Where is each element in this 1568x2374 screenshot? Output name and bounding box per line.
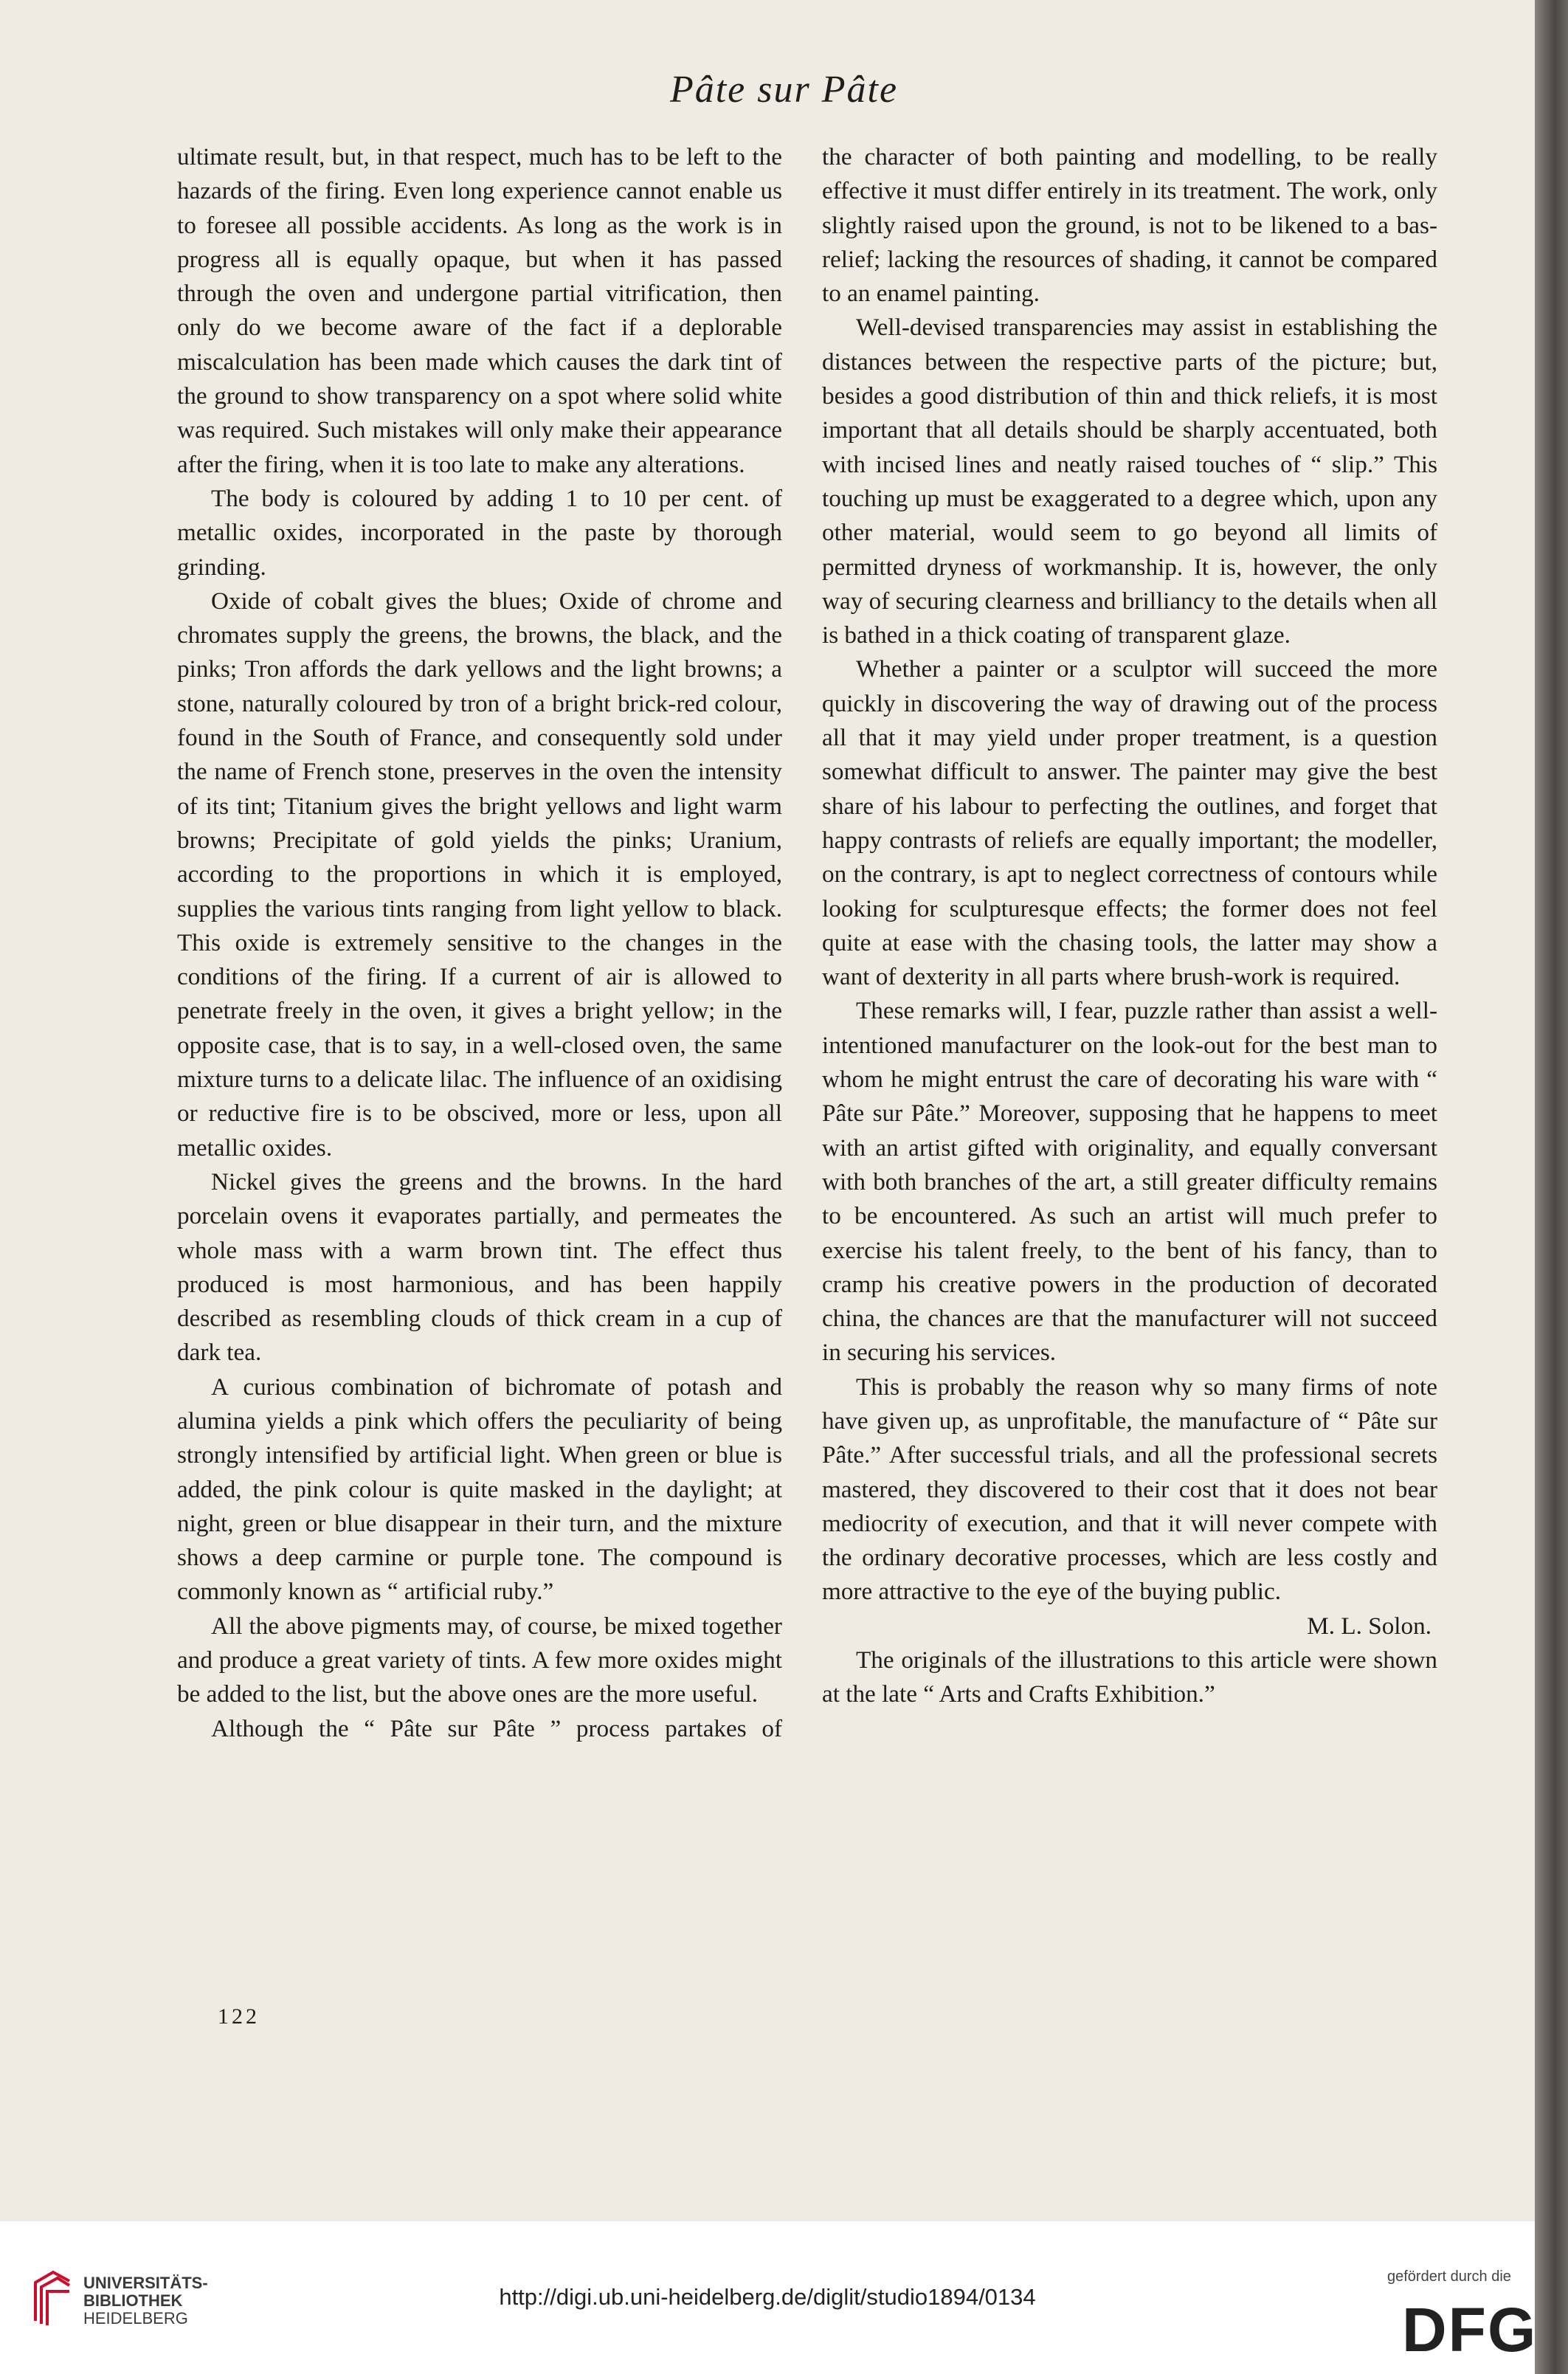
right-paragraph-5: This is probably the reason why so many firms of note have given up, as unprofitable, the manufacture of “ Pâte sur Pâte.” After successful trials, and all the professional secrets mastered, they discovered to their cost that it does not bear mediocrity of execution, and that it will never compete with the ordinary decorative processes, which are less costly and more attractive to the eye of the buying public. — [822, 1373, 1437, 1606]
library-name-line-2: BIBLIOTHEK — [83, 2291, 183, 2310]
right-paragraph-4: These remarks will, I fear, puzzle rather than assist a well-intentioned manufacturer on the look-out for the best man to whom he might entrust the care of decorating his ware with “ Pâte sur Pâte.” Moreover, supposing that he happens to meet with an artist gifted with originality, and equally conversant with both branches of the art, a still greater difficulty remains to be encountered. As such an artist will much prefer to exercise his talent freely, to the bent of his fancy, than to cramp his creative powers in the production of decorated china, the chances are that the manufacturer will not succeed in securing his services. — [822, 997, 1437, 1367]
left-paragraph-3: Oxide of cobalt gives the blues; Oxide of chrome and chromates supply the greens, the browns, the black, and the pinks; Tron affords the dark yellows and the light browns; a stone, naturally coloured by tron of a bright brick-red colour, found in the South of France, and consequently sold under the name of French stone, preserves in the oven the intensity of its tint; Titanium gives the bright yellows and light warm browns; Precipitate of gold yields the pinks; Uranium, according to the proportions in which it is employed, supplies the various tints ranging from light yellow to black. This oxide is extremely sensitive to the changes in the conditions of the firing. If a current of air is allowed to penetrate freely in the oven, it gives a bright yellow; in the opposite case, that is to say, in a well-closed oven, the same mixture turns to a delicate lilac. The influence of an oxidising or reductive fire is to be obscived, more or less, upon all metallic oxides. — [177, 587, 782, 1162]
left-paragraph-6: All the above pigments may, of course, be mixed together and produce a great variety of tints. A few more oxides might be added to the list, but the above ones are the more useful. — [177, 1612, 782, 1708]
left-paragraph-7: Although the “ Pâte sur Pâte ” process partakes of — [211, 1714, 782, 1742]
right-paragraph-3: Whether a painter or a sculptor will succeed the more quickly in discovering the way of drawing out of the process all that it may yield under proper treatment, is a question somewhat difficult to answer. The painter may give the best share of his labour to perfecting the outlines, and forget that happy contrasts of reliefs are equally important; the modeller, on the contrary, is apt to neglect correctness of contours while looking for sculpturesque effects; the former does not feel quite at ease with the chasing tools, the latter may show a want of dexterity in all parts where brush-work is required. — [822, 655, 1437, 991]
dfg-logo: DFG — [1402, 2295, 1538, 2364]
right-paragraph-1: the character of both painting and modelling, to be really effective it must differ entirely in its treatment. The work, only slightly raised upon the ground, is not to be likened to a bas-relief; lacking the resources of shading, it cannot be compared to an enamel painting. — [822, 143, 1437, 308]
right-paragraph-6: The originals of the illustrations to this article were shown at the late “ Arts and Crafts Exhibition.” — [822, 1646, 1437, 1708]
library-name-line-1: UNIVERSITÄTS- — [83, 2274, 208, 2292]
author-signature: M. L. Solon. — [1307, 1612, 1431, 1640]
left-paragraph-2: The body is coloured by adding 1 to 10 per cent. of metallic oxides, incorporated in the paste by thorough grinding. — [177, 484, 782, 581]
left-column — [177, 140, 782, 1746]
page-edge-shadow — [1535, 0, 1568, 2374]
funding-caption: gefördert durch die — [1387, 2268, 1511, 2285]
running-head: Pâte sur Pâte — [669, 69, 899, 111]
library-name-line-3: HEIDELBERG — [83, 2309, 188, 2328]
right-column — [822, 140, 1437, 1712]
left-paragraph-5: A curious combination of bichromate of potash and alumina yields a pink which offers the peculiarity of being strongly intensified by artificial light. When green or blue is added, the pink colour is quite masked in the daylight; at night, green or blue disappear in their turn, and the mixture shows a deep carmine or purple tone. The compound is commonly known as “ artificial ruby.” — [177, 1373, 782, 1606]
source-url-link[interactable]: http://digi.ub.uni-heidelberg.de/diglit/studio1894/0134 — [499, 2284, 1036, 2310]
page-number: 122 — [218, 2004, 260, 2029]
left-paragraph-1: ultimate result, but, in that respect, much has to be left to the hazards of the firing. Even long experience cannot enable us to foresee all possible accidents. As long as the work is in progress all is equally opaque, but when it has passed through the oven and undergone partial vitrification, then only do we become aware of the fact if a deplorable miscalculation has been made which causes the dark tint of the ground to show transparency on a spot where solid white was required. Such mistakes will only make their appearance after the firing, when it is too late to make any alterations. — [177, 143, 782, 478]
left-paragraph-4: Nickel gives the greens and the browns. In the hard porcelain ovens it evaporates partially, and permeates the whole mass with a warm brown tint. The effect thus produced is most harmonious, and has been happily described as resembling clouds of thick cream in a cup of dark tea. — [177, 1167, 782, 1367]
right-paragraph-2: Well-devised transparencies may assist in establishing the distances between the respective parts of the picture; but, besides a good distribution of thin and thick reliefs, it is most important that all details should be sharply accentuated, both with incised lines and neatly raised touches of “ slip.” This touching up must be exaggerated to a degree which, upon any other material, would seem to go beyond all limits of permitted dryness of workmanship. It is, however, the only way of securing clearness and brilliancy to the details when all is bathed in a thick coating of transparent glaze. — [822, 314, 1437, 649]
